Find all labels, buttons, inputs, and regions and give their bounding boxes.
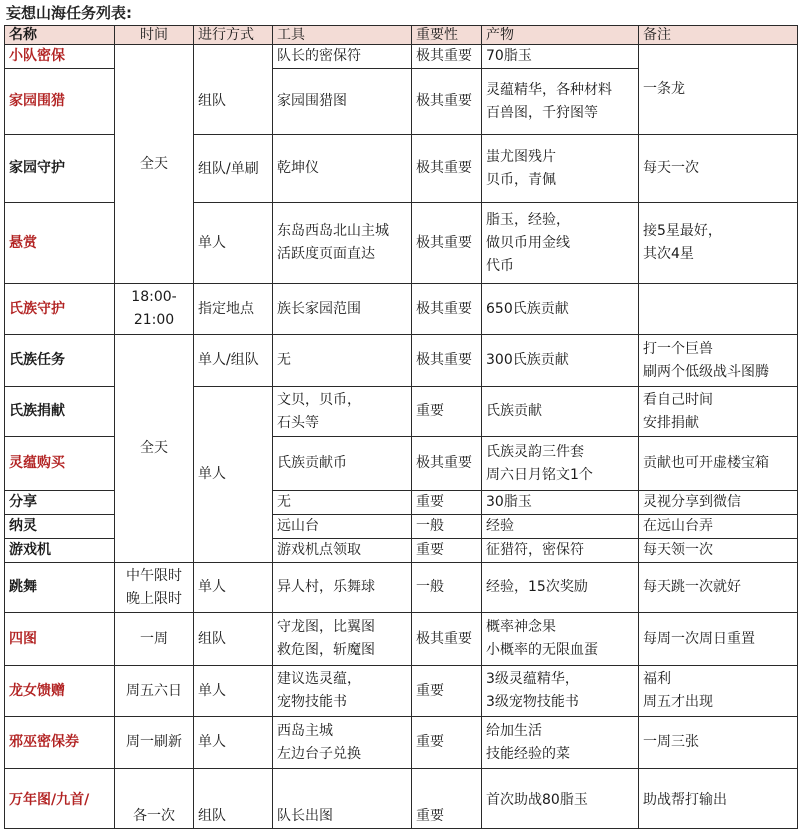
task-product: 70脂玉 [482, 45, 639, 69]
tool-line: 守龙图，比翼图 [277, 619, 375, 635]
tool-line: 救危图，斩魔图 [277, 642, 375, 658]
task-note: 每天一次 [639, 135, 798, 203]
task-product: 300氏族贡献 [482, 335, 639, 387]
product-line: 贝币，青佩 [486, 171, 556, 188]
product-line: 小概率的无限血蛋 [486, 642, 598, 658]
task-name: 纳灵 [5, 515, 115, 539]
task-time: 各一次 [115, 769, 194, 829]
tool-line: 石头等 [277, 414, 319, 431]
task-note: 每周一次周日重置 [639, 613, 798, 666]
tool-line: 西岛主城 [277, 722, 333, 739]
product-line: 3级灵蕴精华， [486, 671, 579, 687]
note-line: 接5星最好， [643, 223, 722, 239]
task-method: 组队 [194, 613, 273, 666]
task-time: 周一刷新 [115, 717, 194, 769]
task-name: 氏族守护 [5, 284, 115, 335]
task-time: 全天 [115, 45, 194, 284]
product-line: 脂玉，经验， [486, 211, 570, 228]
task-time [115, 563, 194, 613]
task-tool [273, 666, 412, 717]
note-line: 刷两个低级战斗图腾 [643, 363, 769, 380]
task-product: 氏族贡献 [482, 387, 639, 437]
table-row [5, 45, 798, 69]
task-method: 单人 [194, 666, 273, 717]
task-importance: 一般 [412, 515, 482, 539]
task-time: 周五六日 [115, 666, 194, 717]
task-tool [273, 613, 412, 666]
task-tool: 氏族贡献币 [273, 437, 412, 491]
task-note: 灵视分享到微信 [639, 491, 798, 515]
task-importance: 重要 [412, 387, 482, 437]
header-name: 名称 [5, 26, 115, 45]
task-name: 四图 [5, 613, 115, 666]
table-row [5, 717, 798, 769]
task-product [482, 135, 639, 203]
task-time: 一周 [115, 613, 194, 666]
note-line: 打一个巨兽 [643, 340, 713, 357]
task-product [482, 613, 639, 666]
task-importance: 极其重要 [412, 613, 482, 666]
task-method: 单人 [194, 387, 273, 563]
task-name: 灵蕴购买 [5, 437, 115, 491]
task-product: 征猎符，密保符 [482, 539, 639, 563]
header-tool: 工具 [273, 26, 412, 45]
task-importance: 重要 [412, 666, 482, 717]
task-tool: 远山台 [273, 515, 412, 539]
task-importance: 极其重要 [412, 284, 482, 335]
note-line: 安排捐献 [643, 414, 699, 431]
task-product: 首次助战80脂玉 [482, 769, 639, 829]
header-method: 进行方式 [194, 26, 273, 45]
header-row [5, 26, 798, 45]
product-line: 给加生活 [486, 722, 542, 739]
task-name: 跳舞 [5, 563, 115, 613]
task-tool [273, 203, 412, 284]
table-row [5, 769, 798, 829]
tool-line: 活跃度页面直达 [277, 246, 375, 262]
task-note [639, 666, 798, 717]
task-tool: 无 [273, 335, 412, 387]
task-time [115, 284, 194, 335]
time-line: 中午限时 [126, 567, 182, 584]
tool-line: 宠物技能书 [277, 694, 347, 710]
task-product [482, 666, 639, 717]
product-line: 百兽图，千狩图等 [486, 104, 598, 121]
note-line: 福利 [643, 671, 671, 687]
task-product: 30脂玉 [482, 491, 639, 515]
note-line: 看自己时间 [643, 391, 713, 408]
task-method: 组队 [194, 769, 273, 829]
task-product [482, 69, 639, 135]
task-method: 组队 [194, 45, 273, 135]
task-note: 贡献也可开虚楼宝箱 [639, 437, 798, 491]
task-tool: 乾坤仪 [273, 135, 412, 203]
table-row [5, 613, 798, 666]
table-row [5, 335, 798, 387]
task-name: 分享 [5, 491, 115, 515]
task-note: 每天跳一次就好 [639, 563, 798, 613]
product-line: 蚩尤图残片 [486, 148, 556, 165]
task-tool: 游戏机点领取 [273, 539, 412, 563]
time-line: 21:00 [133, 312, 175, 328]
note-line: 其次4星 [643, 246, 694, 262]
tool-line: 文贝，贝币， [277, 391, 361, 408]
task-importance: 极其重要 [412, 203, 482, 284]
product-line: 做贝币用金线 [486, 234, 570, 251]
product-line: 概率神念果 [486, 619, 556, 635]
task-product: 经验 [482, 515, 639, 539]
tool-line: 建议选灵蕴， [277, 671, 361, 687]
task-tool: 族长家园范围 [273, 284, 412, 335]
product-line: 技能经验的菜 [486, 745, 570, 762]
task-name: 氏族任务 [5, 335, 115, 387]
task-product: 650氏族贡献 [482, 284, 639, 335]
task-name: 悬赏 [5, 203, 115, 284]
header-importance: 重要性 [412, 26, 482, 45]
task-note: 一周三张 [639, 717, 798, 769]
task-tool: 队长出图 [273, 769, 412, 829]
product-line: 氏族灵韵三件套 [486, 443, 584, 460]
time-line: 晚上限时 [126, 590, 182, 607]
task-note [639, 335, 798, 387]
task-name: 家园守护 [5, 135, 115, 203]
product-line: 3级宠物技能书 [486, 694, 579, 710]
task-name: 龙女馈赠 [5, 666, 115, 717]
product-line: 灵蕴精华，各种材料 [486, 81, 612, 98]
time-line: 18:00- [131, 289, 177, 305]
product-line: 周六日月铭文1个 [486, 466, 593, 483]
task-name: 氏族捐献 [5, 387, 115, 437]
product-line: 代币 [486, 257, 514, 274]
task-note [639, 387, 798, 437]
task-tool [273, 387, 412, 437]
task-importance: 极其重要 [412, 437, 482, 491]
tool-line: 东岛西岛北山主城 [277, 223, 389, 239]
task-note: 每天领一次 [639, 539, 798, 563]
task-method: 单人 [194, 717, 273, 769]
task-name: 邪巫密保券 [5, 717, 115, 769]
task-method: 单人 [194, 563, 273, 613]
task-importance: 重要 [412, 539, 482, 563]
task-name: 万年图/九首/ [5, 769, 115, 829]
task-method: 组队/单刷 [194, 135, 273, 203]
task-table [4, 25, 798, 829]
task-tool: 无 [273, 491, 412, 515]
table-row [5, 666, 798, 717]
task-tool: 家园围猎图 [273, 69, 412, 135]
task-importance: 重要 [412, 717, 482, 769]
task-name: 小队密保 [5, 45, 115, 69]
task-importance: 重要 [412, 491, 482, 515]
task-product [482, 203, 639, 284]
task-product [482, 437, 639, 491]
task-tool: 队长的密保符 [273, 45, 412, 69]
task-note: 在远山台弄 [639, 515, 798, 539]
task-importance: 一般 [412, 563, 482, 613]
header-time: 时间 [115, 26, 194, 45]
task-time: 全天 [115, 335, 194, 563]
task-name: 游戏机 [5, 539, 115, 563]
task-importance: 极其重要 [412, 45, 482, 69]
header-note: 备注 [639, 26, 798, 45]
task-tool [273, 717, 412, 769]
task-method: 单人 [194, 203, 273, 284]
note-line: 周五才出现 [643, 694, 713, 710]
task-tool: 异人村，乐舞球 [273, 563, 412, 613]
table-row [5, 563, 798, 613]
tool-line: 左边台子兑换 [277, 745, 361, 762]
task-method: 单人/组队 [194, 335, 273, 387]
task-product [482, 717, 639, 769]
task-name: 家园围猎 [5, 69, 115, 135]
task-importance: 极其重要 [412, 135, 482, 203]
task-importance: 重要 [412, 769, 482, 829]
task-importance: 极其重要 [412, 335, 482, 387]
task-method: 指定地点 [194, 284, 273, 335]
page-title: 妄想山海任务列表: [6, 4, 132, 22]
task-note: 一条龙 [639, 45, 798, 135]
task-note: 助战帮打输出 [639, 769, 798, 829]
header-product: 产物 [482, 26, 639, 45]
task-importance: 极其重要 [412, 69, 482, 135]
task-product: 经验，15次奖励 [482, 563, 639, 613]
task-note [639, 284, 798, 335]
table-row [5, 284, 798, 335]
task-note [639, 203, 798, 284]
